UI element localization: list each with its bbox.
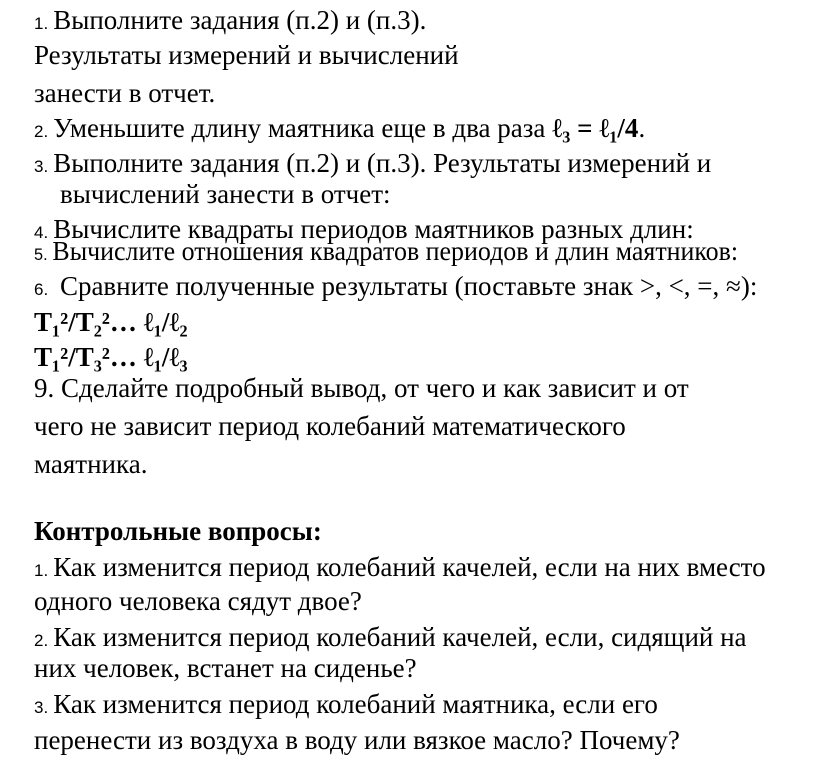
ratio-formula-1: T₁²/T₂²… ℓ₁/ℓ₂ [34,307,188,337]
control-questions-heading: Контрольные вопросы: [34,516,322,546]
task-6-number: 6. [34,280,49,299]
question-2-number: 2. [34,631,49,650]
task-2-formula: ℓ₃ = ℓ₁/4 [552,113,639,143]
task-9-line-3: маятника. [34,449,148,479]
task-3-number: 3. [34,157,49,176]
question-3-line-1 [34,688,658,724]
task-2-number: 2. [34,122,49,141]
question-2-line-2: них человек, встанет на сиденье? [34,653,417,683]
question-1-text: Как изменится период колебаний качелей, если на них вместо [53,552,766,582]
task-6 [34,270,757,306]
task-5-text: Вычислите отношения квадратов периодов и длин маятников: [52,236,739,266]
question-3-text: Как изменится период колебаний маятника, если его [53,689,658,719]
task-9-line-2: чего не зависит период колебаний математического [34,411,626,441]
task-6-text: Сравните полученные результаты (поставьте знак >, <, =, ≈): [53,271,758,301]
question-1-line-1 [34,551,766,587]
task-1-text: Выполните задания (п.2) и (п.3). [53,5,427,35]
task-2-text: Уменьшите длину маятника еще в два раза [53,113,553,143]
task-1-number: 1. [34,14,49,33]
task-3-continuation: вычислений занести в отчет: [60,179,391,209]
task-9-line-1: 9. Сделайте подробный вывод, от чего и как зависит и от [34,373,689,403]
ratio-formula-2: T₁²/T₃²… ℓ₁/ℓ₃ [34,342,188,372]
task-1-continuation-2: занести в отчет. [34,78,216,108]
question-3-number: 3. [34,698,49,717]
question-3-line-2: перенести из воздуха в воду или вязкое масло? Почему? [34,725,680,755]
question-2-text: Как изменится период колебаний качелей, если, сидящий на [53,622,747,652]
question-1-line-2: одного человека сядут двое? [34,586,362,616]
task-5 [34,235,738,271]
task-4-number: 4. [34,223,49,242]
task-5-number: 5. [34,245,48,264]
task-4-text: Вычислите квадраты периодов маятников разных длин: [53,214,694,244]
task-1 [34,4,426,40]
task-1-continuation-1: Результаты измерений и вычислений [34,40,459,70]
task-2 [34,112,645,148]
question-1-number: 1. [34,561,49,580]
task-2-end: . [638,113,646,143]
task-3-text: Выполните задания (п.2) и (п.3). Результаты измерений и [53,148,712,178]
